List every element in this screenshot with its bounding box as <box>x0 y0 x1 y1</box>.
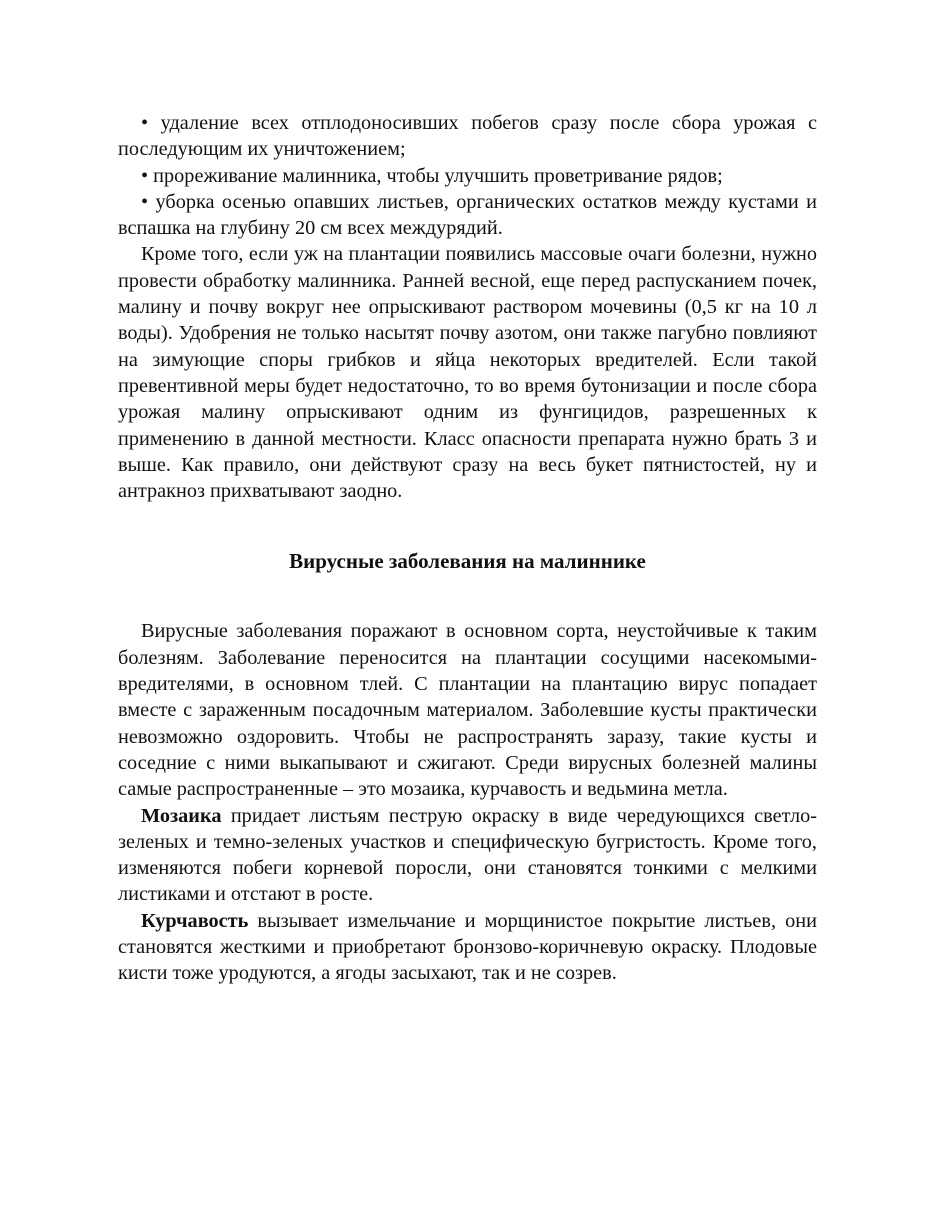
mosaic-term: Мозаика <box>141 804 222 827</box>
bullet-item-remove-shoots: • удаление всех отплодоносивших побегов сразу после сбора урожая с последующим их уничтожением; <box>118 112 817 161</box>
document-page <box>118 110 817 987</box>
mosaic-paragraph <box>118 803 817 908</box>
curl-paragraph <box>118 908 817 987</box>
curl-term: Курчавость <box>141 909 249 932</box>
section-heading: Вирусные заболевания на малиннике <box>289 549 646 574</box>
treatment-paragraph: Кроме того, если уж на плантации появились массовые очаги болезни, нужно провести обработку малинника. Ранней весной, еще перед распусканием почек, малину и почву вокруг нее опрыскивают раствором мочевины (0,5 кг на 10 л воды). Удобрения не только насытят почву азотом, они также пагубно повлияют на зимующие споры грибков и яйца некоторых вредителей. Если такой превентивной меры будет недостаточно, то во время бутонизации и после сбора урожая малину опрыскивают одним из фунгицидов, разрешенных к применению в данной местности. Класс опасности препарата нужно брать 3 и выше. Как правило, они действуют сразу на весь букет пятнистостей, ну и антракноз прихватывают заодно. <box>118 243 817 503</box>
bullet-item-cleanup: • уборка осенью опавших листьев, органических остатков между кустами и вспашка на глубину 20 см всех междурядий. <box>118 190 817 240</box>
curl-text: вызывает измельчание и морщинистое покрытие листьев, они становятся жесткими и приобретают бронзово-коричневую окраску. Плодовые кисти тоже уродуются, а ягоды засыхают, так и не созрев. <box>118 909 817 985</box>
bullet-item-thinning: • прореживание малинника, чтобы улучшить проветривание рядов; <box>141 164 723 187</box>
virus-intro-paragraph: Вирусные заболевания поражают в основном сорта, неустойчивые к таким болезням. Заболевание переносится на плантации сосущими насекомыми-вредителями, в основном тлей. С плантации на плантацию вирус попадает вместе с зараженным посадочным материалом. Заболевшие кусты практически невозможно оздоровить. Чтобы не распространять заразу, такие кусты и соседние с ними выкапывают и сжигают. Среди вирусных болезней малины самые распространенные – это мозаика, курчавость и ведьмина метла. <box>118 620 817 801</box>
mosaic-text: придает листьям пеструю окраску в виде чередующихся светло-зеленых и темно-зеленых участков и специфическую бугристость. Кроме того, изменяются побеги корневой поросли, они становятся тонкими с мелкими листиками и отстают в росте. <box>118 804 817 906</box>
